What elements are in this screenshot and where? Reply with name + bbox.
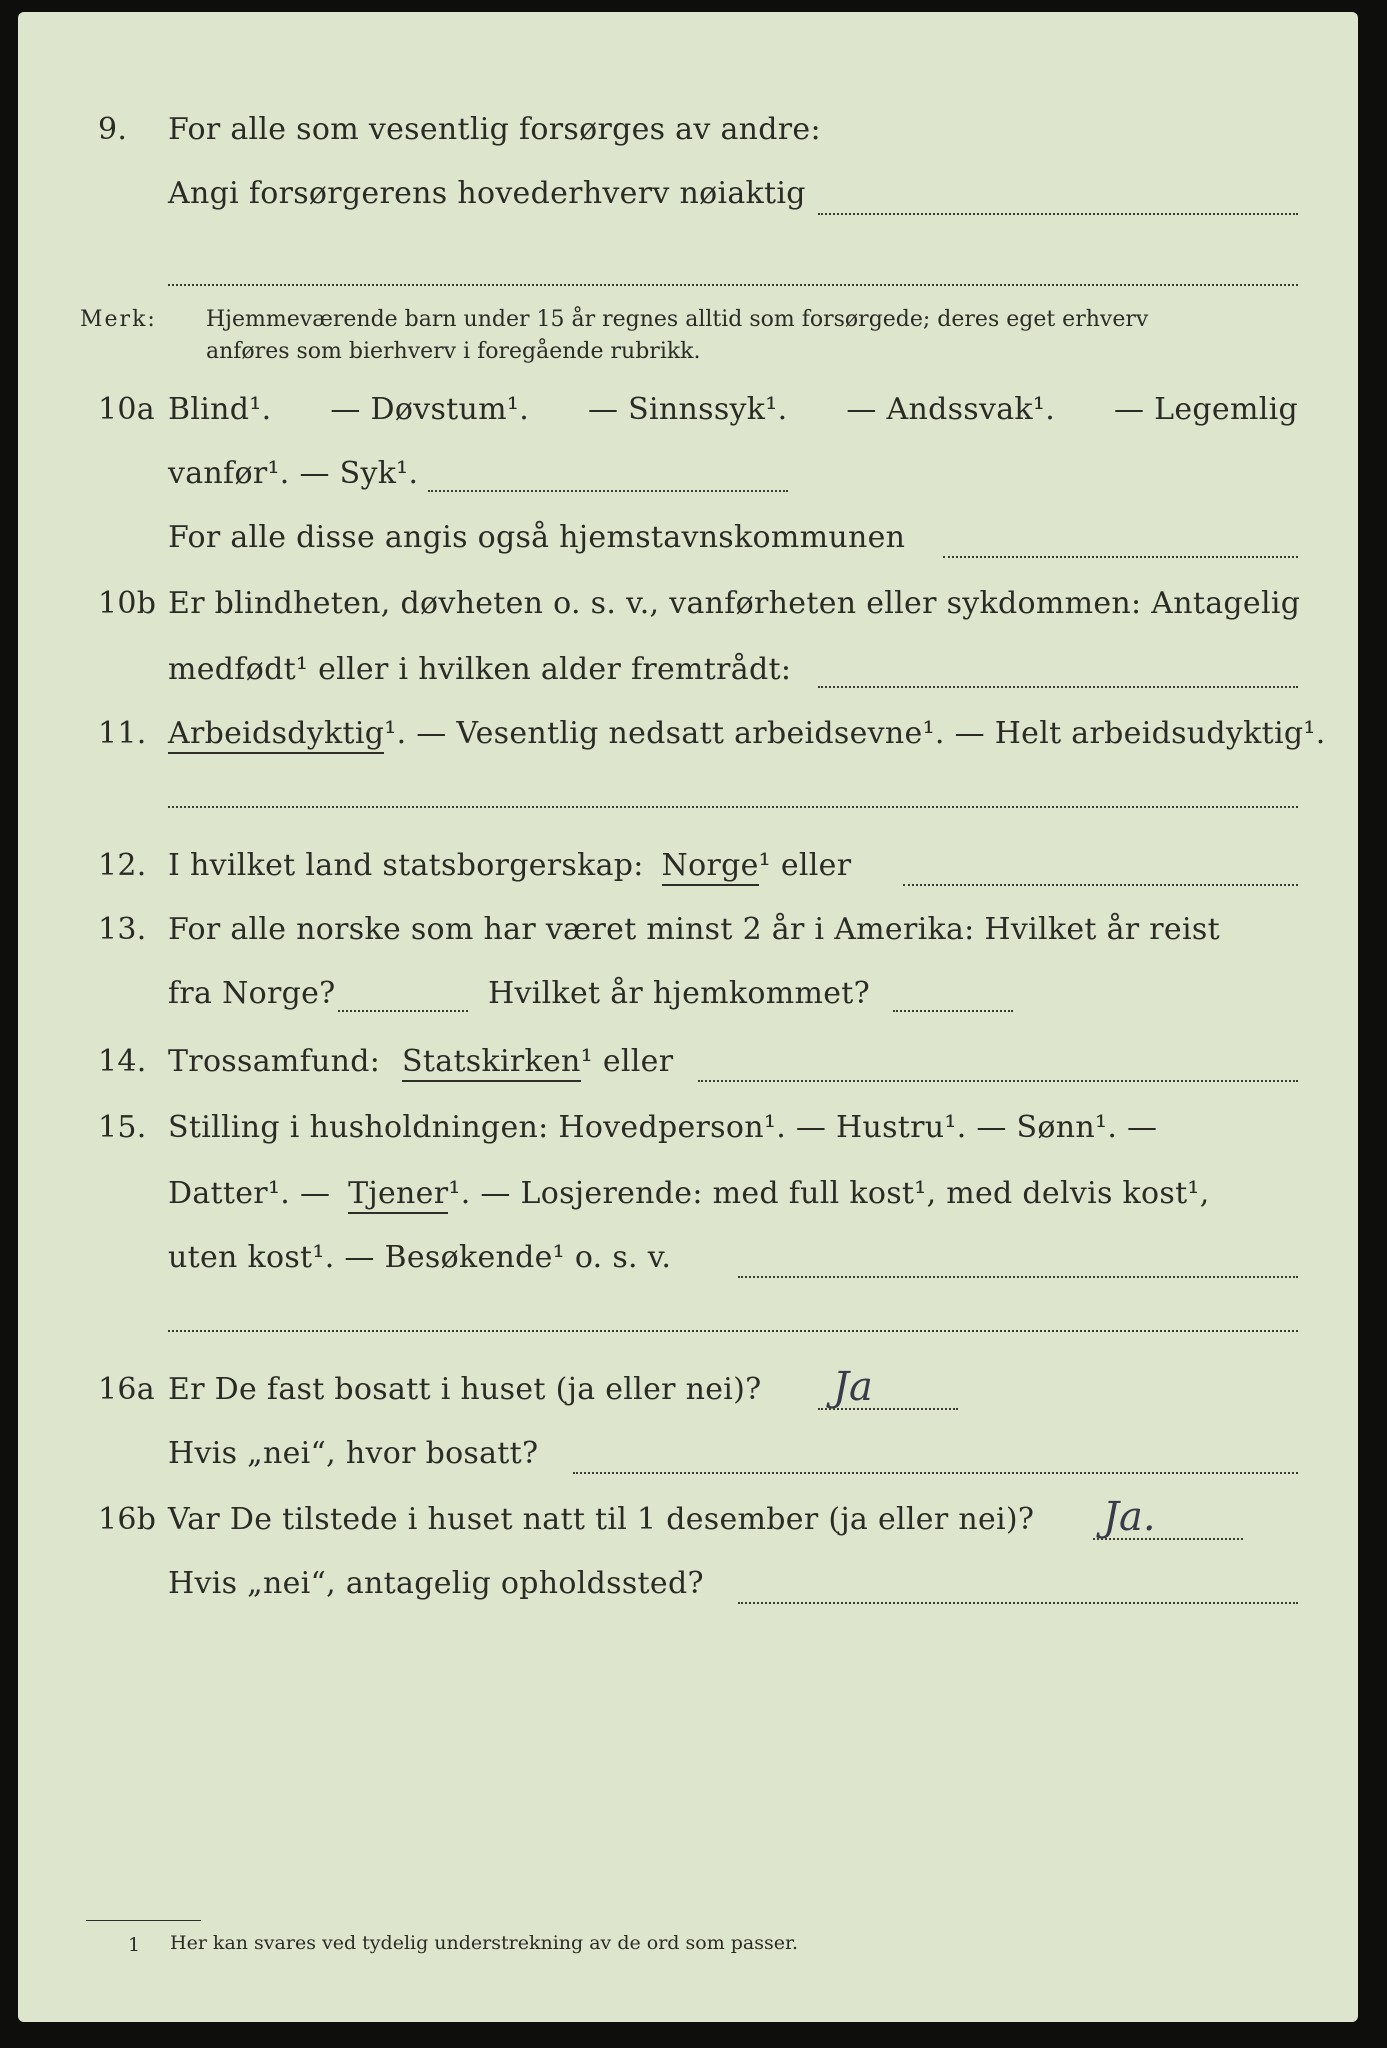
option-dovstum[interactable]: — Døvstum¹. bbox=[330, 392, 530, 427]
q11-number: 11. bbox=[98, 716, 147, 751]
q13-number: 13. bbox=[98, 912, 147, 947]
q16a-text-2: Hvis „nei“, hvor bosatt? bbox=[168, 1436, 539, 1471]
q13-reist-line[interactable] bbox=[338, 1010, 468, 1012]
q10a-text-2: vanfør¹. — Syk¹. bbox=[168, 456, 419, 491]
q10b-text: Er blindheten, døvheten o. s. v., vanførheten eller sykdommen: Antagelig bbox=[168, 586, 1301, 621]
q10b-text-2: medfødt¹ eller i hvilken alder fremtrådt: bbox=[168, 652, 792, 687]
option-sinnssyk[interactable]: — Sinnssyk¹. bbox=[588, 392, 788, 427]
q16b-text-2: Hvis „nei“, antagelig opholdssted? bbox=[168, 1566, 704, 1601]
q10a-kommune-line[interactable] bbox=[943, 556, 1298, 558]
option-datter[interactable]: Datter¹. — bbox=[168, 1176, 331, 1211]
q12-answer-line[interactable] bbox=[903, 884, 1298, 886]
q13-text: For alle norske som har været minst 2 år i Amerika: Hvilket år reist bbox=[168, 912, 1220, 947]
footnote-text: Her kan svares ved tydelig understrekning av de ord som passer. bbox=[170, 1932, 799, 1954]
option-arbeidsdyktig[interactable]: Arbeidsdyktig bbox=[168, 716, 384, 754]
q16a-text: Er De fast bosatt i huset (ja eller nei)? bbox=[168, 1372, 762, 1407]
census-form-page bbox=[18, 12, 1358, 2022]
q11-answer-line[interactable] bbox=[168, 806, 1298, 808]
option-andssvak[interactable]: — Andssvak¹. bbox=[846, 392, 1056, 427]
q11-rest[interactable]: ¹. — Vesentlig nedsatt arbeidsevne¹. — Helt arbeidsudyktig¹. bbox=[384, 716, 1326, 751]
q16b-text: Var De tilstede i huset natt til 1 desember (ja eller nei)? bbox=[168, 1502, 1035, 1537]
q14-answer-line[interactable] bbox=[698, 1080, 1298, 1082]
q14-eller: ¹ eller bbox=[580, 1044, 674, 1079]
q14-number: 14. bbox=[98, 1044, 147, 1079]
option-norge[interactable]: Norge bbox=[662, 848, 759, 886]
q10a-syk-line[interactable] bbox=[428, 490, 788, 492]
q13-hjemkommet: Hvilket år hjemkommet? bbox=[488, 976, 871, 1011]
q9-answer-line[interactable] bbox=[818, 213, 1298, 215]
q10a-options bbox=[168, 390, 1298, 430]
q16a-number: 16a bbox=[98, 1372, 155, 1407]
q16a-answer-line[interactable] bbox=[818, 1408, 958, 1410]
merk-label: Merk: bbox=[80, 307, 157, 332]
q12-eller: ¹ eller bbox=[758, 848, 852, 883]
q16b-opholdssted-line[interactable] bbox=[738, 1602, 1298, 1604]
option-tjener[interactable]: Tjener bbox=[348, 1176, 448, 1214]
footnote-mark: 1 bbox=[128, 1934, 141, 1956]
q13-fra-norge: fra Norge? bbox=[168, 976, 336, 1011]
option-statskirken[interactable]: Statskirken bbox=[402, 1044, 581, 1082]
q9-number: 9. bbox=[98, 112, 128, 147]
q15-text: Stilling i husholdningen: Hovedperson¹. — Hustru¹. — Sønn¹. — bbox=[168, 1110, 1158, 1145]
q12-text: I hvilket land statsborgerskap: bbox=[168, 848, 644, 883]
q15-answer-line[interactable] bbox=[738, 1276, 1298, 1278]
q15-losjerende[interactable]: ¹. — Losjerende: med full kost¹, med delvis kost¹, bbox=[448, 1176, 1210, 1211]
q16b-handwritten-answer: Ja. bbox=[1103, 1494, 1156, 1540]
q9-text-2: Angi forsørgerens hovederhverv nøiaktig bbox=[168, 176, 806, 211]
q15-text-3: uten kost¹. — Besøkende¹ o. s. v. bbox=[168, 1240, 672, 1275]
q15-number: 15. bbox=[98, 1110, 147, 1145]
q16b-answer-line[interactable] bbox=[1093, 1538, 1243, 1540]
q10a-number: 10a bbox=[98, 392, 155, 427]
q16b-number: 16b bbox=[98, 1502, 157, 1537]
q13-hjemkommet-line[interactable] bbox=[893, 1010, 1013, 1012]
q16a-handwritten-answer: Ja bbox=[833, 1364, 873, 1410]
q15-answer-line-2[interactable] bbox=[168, 1330, 1298, 1332]
q10b-answer-line[interactable] bbox=[818, 686, 1298, 688]
q10b-number: 10b bbox=[98, 586, 157, 621]
q16a-bosatt-line[interactable] bbox=[573, 1472, 1298, 1474]
merk-text: Hjemmeværende barn under 15 år regnes alltid som forsørgede; deres eget erhverv bbox=[206, 307, 1149, 332]
q9-text: For alle som vesentlig forsørges av andre: bbox=[168, 112, 821, 147]
q9-answer-line-2[interactable] bbox=[168, 284, 1298, 286]
q14-text: Trossamfund: bbox=[168, 1044, 381, 1079]
q10a-text-3: For alle disse angis også hjemstavnskommunen bbox=[168, 520, 906, 555]
option-legemlig[interactable]: — Legemlig bbox=[1113, 392, 1298, 427]
footnote-rule bbox=[86, 1920, 201, 1921]
q12-number: 12. bbox=[98, 848, 147, 883]
merk-text-2: anføres som bierhverv i foregående rubrikk. bbox=[206, 339, 701, 364]
option-blind[interactable]: Blind¹. bbox=[168, 392, 272, 427]
